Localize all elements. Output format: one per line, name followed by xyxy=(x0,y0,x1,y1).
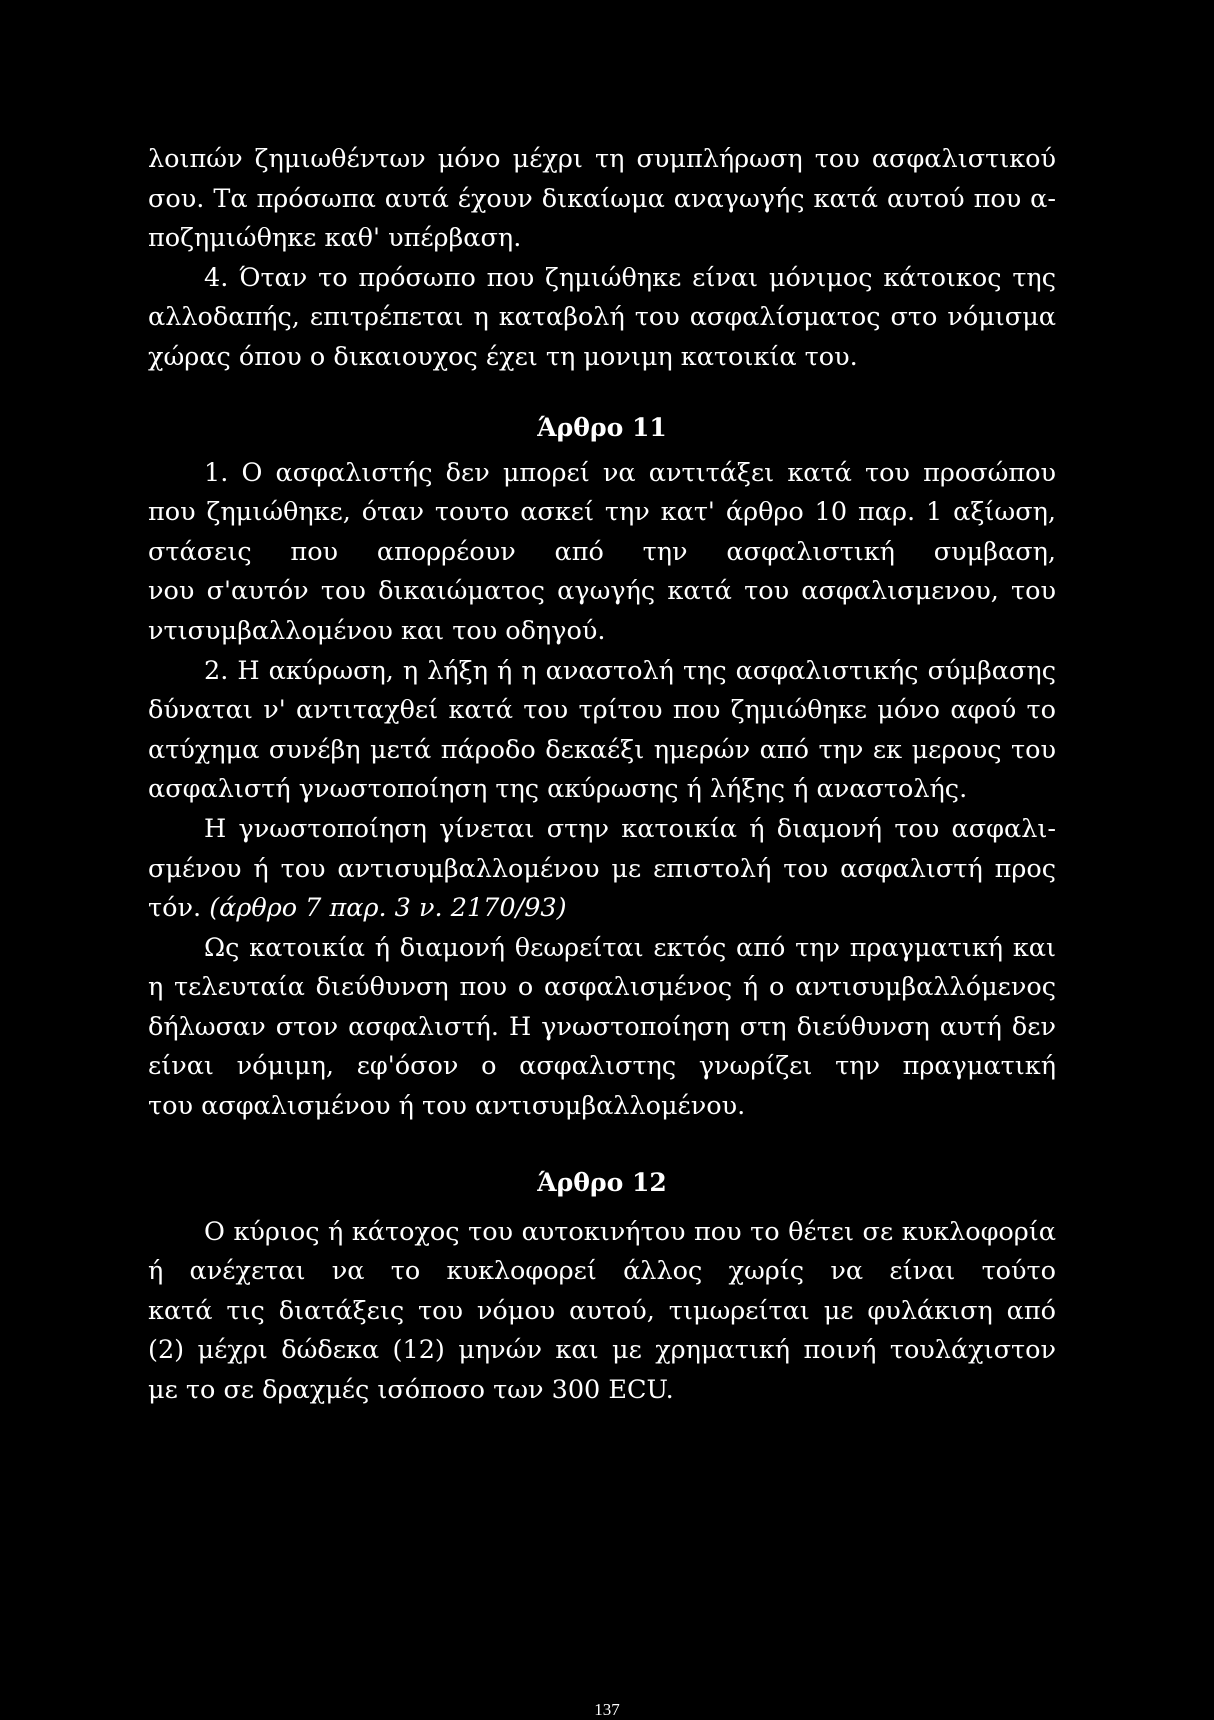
text-line xyxy=(148,889,1056,929)
text-line: του ασφαλισμένου ή του αντισυμβαλλομένου. xyxy=(148,1091,746,1122)
article-11-paragraph-3 xyxy=(148,810,1056,929)
article-11-paragraph-1 xyxy=(148,454,1056,652)
text-line: σμένου ή του αντισυμβαλλομένου με επιστολή του ασφαλιστή προς xyxy=(148,853,1056,884)
text-line: 4. Όταν το πρόσωπο που ζημιώθηκε είναι μόνιμος κάτοικος της xyxy=(204,262,1056,293)
document-page xyxy=(148,140,1056,1411)
intro-paragraph xyxy=(148,140,1056,259)
article-11-paragraph-4 xyxy=(148,929,1056,1127)
text-line: ποζημιώθηκε καθ' υπέρβαση. xyxy=(148,223,522,254)
text-line: ατύχημα συνέβη μετά πάροδο δεκαέξι ημερών από την εκ μερους του xyxy=(148,734,1056,765)
text-line: στάσεις που απορρέουν από την ασφαλιστική συμβαση, xyxy=(148,536,1056,567)
text-line: με το σε δραχμές ισόποσο των 300 ECU. xyxy=(148,1375,674,1406)
page-number: 137 xyxy=(594,1700,620,1719)
text-line: δήλωσαν στον ασφαλιστή. Η γνωστοποίηση στη διεύθυνση αυτή δεν xyxy=(148,1011,1056,1042)
text-line: που ζημιώθηκε, όταν τουτο ασκεί την κατ' άρθρο 10 παρ. 1 αξίωση, xyxy=(148,497,1056,528)
paragraph-4 xyxy=(148,259,1056,378)
text-line: νου σ'αυτόν του δικαιώματος αγωγής κατά του ασφαλισμενου, του xyxy=(148,576,1056,607)
text-line: ντισυμβαλλομένου και του οδηγού. xyxy=(148,615,606,646)
text-line: χώρας όπου ο δικαιουχος έχει τη μονιμη κατοικία του. xyxy=(148,341,858,372)
text-line: Ως κατοικία ή διαμονή θεωρείται εκτός από την πραγματική και xyxy=(204,932,1056,963)
text-line: αλλοδαπής, επιτρέπεται η καταβολή του ασφαλίσματος στο νόμισμα xyxy=(148,302,1056,333)
article-12-paragraph-1 xyxy=(148,1213,1056,1411)
text-line: 2. Η ακύρωση, η λήξη ή η αναστολή της ασφαλιστικής σύμβασης xyxy=(204,655,1056,686)
law-reference: (άρθρο 7 παρ. 3 ν. 2170/93) xyxy=(209,893,567,924)
text-line: λοιπών ζημιωθέντων μόνο μέχρι τη συμπλήρωση του ασφαλιστικού xyxy=(148,144,1056,174)
text-line: η τελευταία διεύθυνση που ο ασφαλισμένος ή ο αντισυμβαλλόμενος xyxy=(148,972,1056,1003)
text-line: είναι νόμιμη, εφ'όσον ο ασφαλιστης γνωρίζει την πραγματική xyxy=(148,1051,1056,1082)
text-line: ασφαλιστή γνωστοποίηση της ακύρωσης ή λήξης ή αναστολής. xyxy=(148,774,968,805)
text-line: Ο κύριος ή κάτοχος του αυτοκινήτου που το θέτει σε κυκλοφορία xyxy=(204,1216,1056,1247)
text-line: σου. Τα πρόσωπα αυτά έχουν δικαίωμα αναγωγής κατά αυτού που α- xyxy=(148,183,1056,214)
text-line: κατά τις διατάξεις του νόμου αυτού, τιμωρείται με φυλάκιση από xyxy=(148,1295,1056,1326)
article-11-paragraph-2 xyxy=(148,652,1056,810)
article-12-heading: Άρθρο 12 xyxy=(537,1167,667,1197)
text-line: δύναται ν' αντιταχθεί κατά του τρίτου που ζημιώθηκε μόνο αφού το xyxy=(148,695,1056,726)
text-line: (2) μέχρι δώδεκα (12) μηνών και με χρηματική ποινή τουλάχιστον xyxy=(148,1335,1056,1366)
text-line: Η γνωστοποίηση γίνεται στην κατοικία ή διαμονή του ασφαλι- xyxy=(204,813,1056,844)
article-11-heading: Άρθρο 11 xyxy=(537,412,667,442)
text-fragment: τόν. xyxy=(148,893,202,924)
text-line: ή ανέχεται να το κυκλοφορεί άλλος χωρίς να είναι τούτο xyxy=(148,1256,1056,1287)
text-line: 1. Ο ασφαλιστής δεν μπορεί να αντιτάξει κατά του προσώπου xyxy=(204,457,1056,488)
